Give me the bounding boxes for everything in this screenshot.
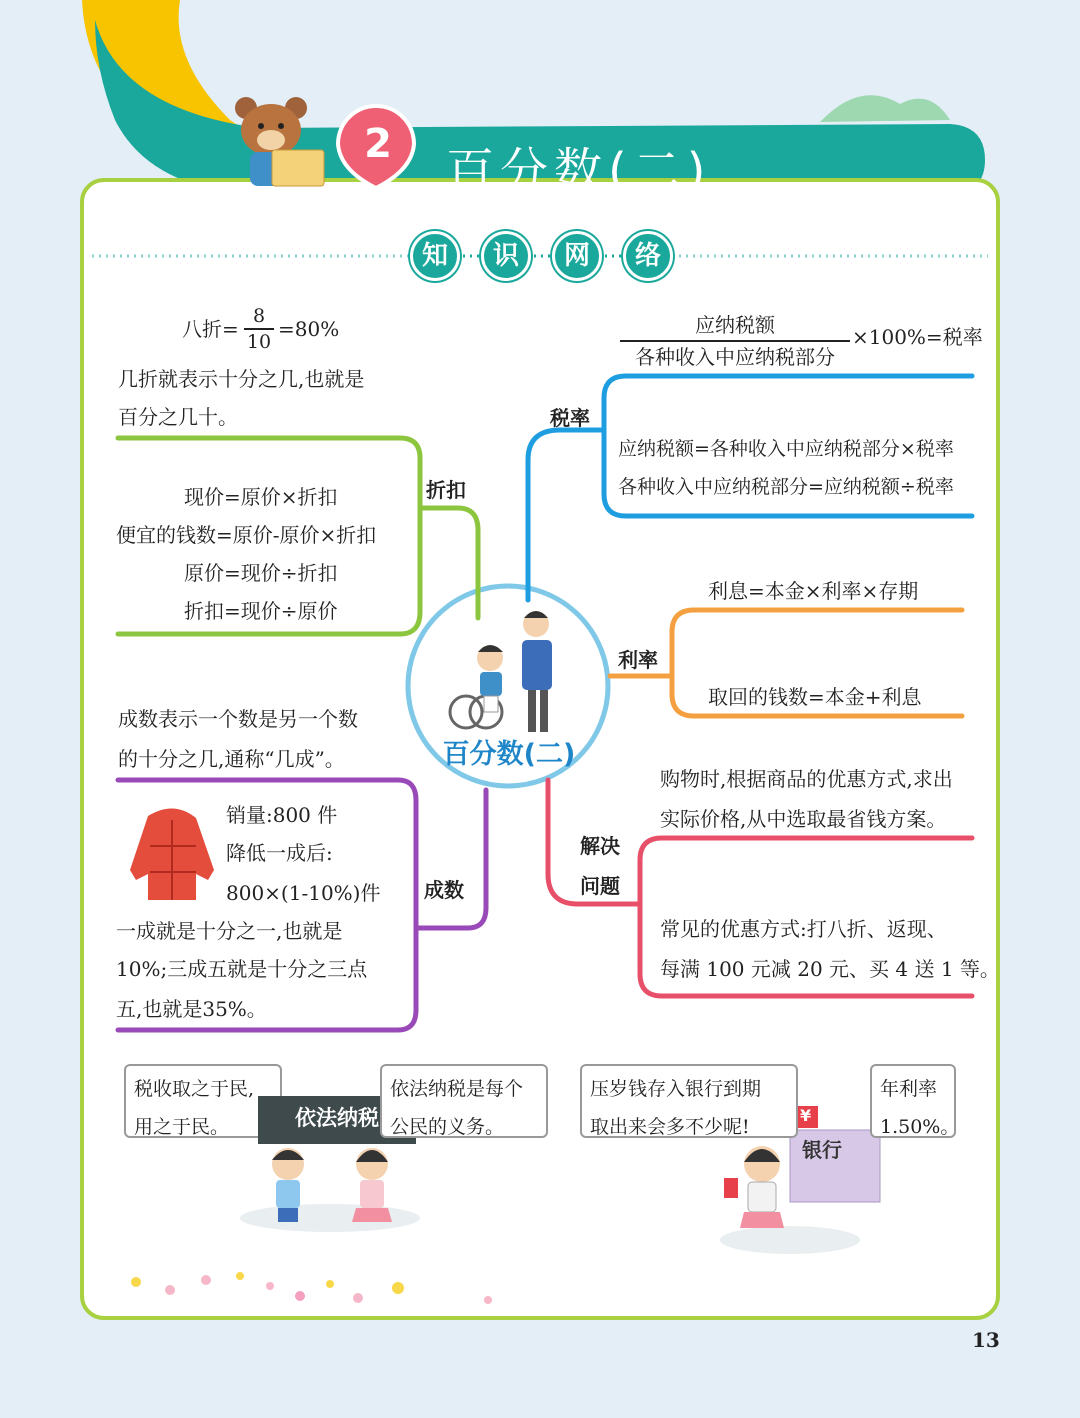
tax-fraction xyxy=(620,310,850,372)
blackboard-sign: 依法纳税 xyxy=(258,1096,416,1144)
chengshu-example-line: 销量:800 件 xyxy=(226,803,338,827)
solve-label: 解决 xyxy=(580,834,620,858)
interest-formula: 利息=本金×利率×存期 xyxy=(708,579,919,603)
chapter-number: 2 xyxy=(364,121,392,167)
interest-label: 利率 xyxy=(618,648,658,672)
bank-sign: 银行 xyxy=(802,1138,842,1162)
interest-rate-bubble xyxy=(870,1064,960,1138)
tax-formula: 各种收入中应纳税部分=应纳税额÷税率 xyxy=(618,476,954,498)
solve-common-line: 常见的优惠方式:打八折、返现、 xyxy=(660,917,947,941)
solve-common-line: 每满 100 元减 20 元、买 4 送 1 等。 xyxy=(660,957,1000,981)
chengshu-explain-line: 10%;三成五就是十分之三点 xyxy=(116,957,368,981)
chengshu-explain-line: 五,也就是35%。 xyxy=(116,997,267,1021)
fraction-denominator: 各种收入中应纳税部分 xyxy=(620,340,850,372)
solve-note-line: 实际价格,从中选取最省钱方案。 xyxy=(660,807,947,831)
solve-note-line: 购物时,根据商品的优惠方式,求出 xyxy=(660,767,953,791)
solve-label: 问题 xyxy=(580,874,620,898)
tax-label: 税率 xyxy=(550,406,590,430)
bubble-line: 取出来会多不少呢! xyxy=(590,1116,750,1138)
fraction-numerator: 应纳税额 xyxy=(695,313,775,337)
section-banner-char: 知 xyxy=(410,231,460,281)
page-number: 13 xyxy=(972,1328,1000,1352)
discount-example-lhs: 八折= xyxy=(182,317,239,341)
discount-formula: 便宜的钱数=原价-原价×折扣 xyxy=(116,523,377,547)
discount-example-fraction xyxy=(244,304,274,354)
tax-formula: 应纳税额=各种收入中应纳税部分×税率 xyxy=(618,438,954,460)
speech-bubble-right xyxy=(580,1064,798,1138)
discount-note-line: 几折就表示十分之几,也就是 xyxy=(118,367,365,391)
center-title: 百分数(二) xyxy=(442,739,576,770)
yuan-sign: ¥ xyxy=(800,1106,812,1125)
bubble-line: 用之于民。 xyxy=(134,1116,230,1138)
bubble-line: 压岁钱存入银行到期 xyxy=(590,1078,762,1100)
chengshu-note-line: 的十分之几,通称“几成”。 xyxy=(118,747,345,771)
bubble-line: 年利率 xyxy=(880,1078,938,1100)
chapter-title: 百分数(二) xyxy=(446,143,712,199)
discount-label: 折扣 xyxy=(426,478,466,502)
bubble-line: 税收取之于民, xyxy=(134,1078,255,1100)
chengshu-explain-line: 一成就是十分之一,也就是 xyxy=(116,919,343,943)
chengshu-note-line: 成数表示一个数是另一个数 xyxy=(118,707,358,731)
section-banner-char: 识 xyxy=(481,231,531,281)
tax-fraction-rhs: ×100%=税率 xyxy=(852,325,983,349)
discount-formula: 折扣=现价÷原价 xyxy=(184,599,338,623)
chengshu-example-line: 800×(1-10%)件 xyxy=(226,881,381,905)
speech-bubble-mid xyxy=(380,1064,548,1138)
section-banner-char: 网 xyxy=(552,231,602,281)
discount-formula: 原价=现价÷折扣 xyxy=(184,561,338,585)
chengshu-example-line: 降低一成后: xyxy=(226,841,333,865)
interest-formula: 取回的钱数=本金+利息 xyxy=(708,685,922,709)
fraction-denominator: 10 xyxy=(244,328,274,354)
bubble-line: 依法纳税是每个 xyxy=(390,1078,524,1100)
section-banner-char: 络 xyxy=(623,231,673,281)
discount-formula: 现价=原价×折扣 xyxy=(184,485,338,509)
chengshu-label: 成数 xyxy=(424,878,464,902)
discount-example-rhs: =80% xyxy=(278,317,340,341)
bubble-line: 公民的义务。 xyxy=(390,1116,505,1138)
hill-decoration xyxy=(820,95,950,122)
bubble-line: 1.50%。 xyxy=(880,1116,960,1138)
discount-note-line: 百分之几十。 xyxy=(118,405,238,429)
fraction-numerator: 8 xyxy=(252,305,266,327)
